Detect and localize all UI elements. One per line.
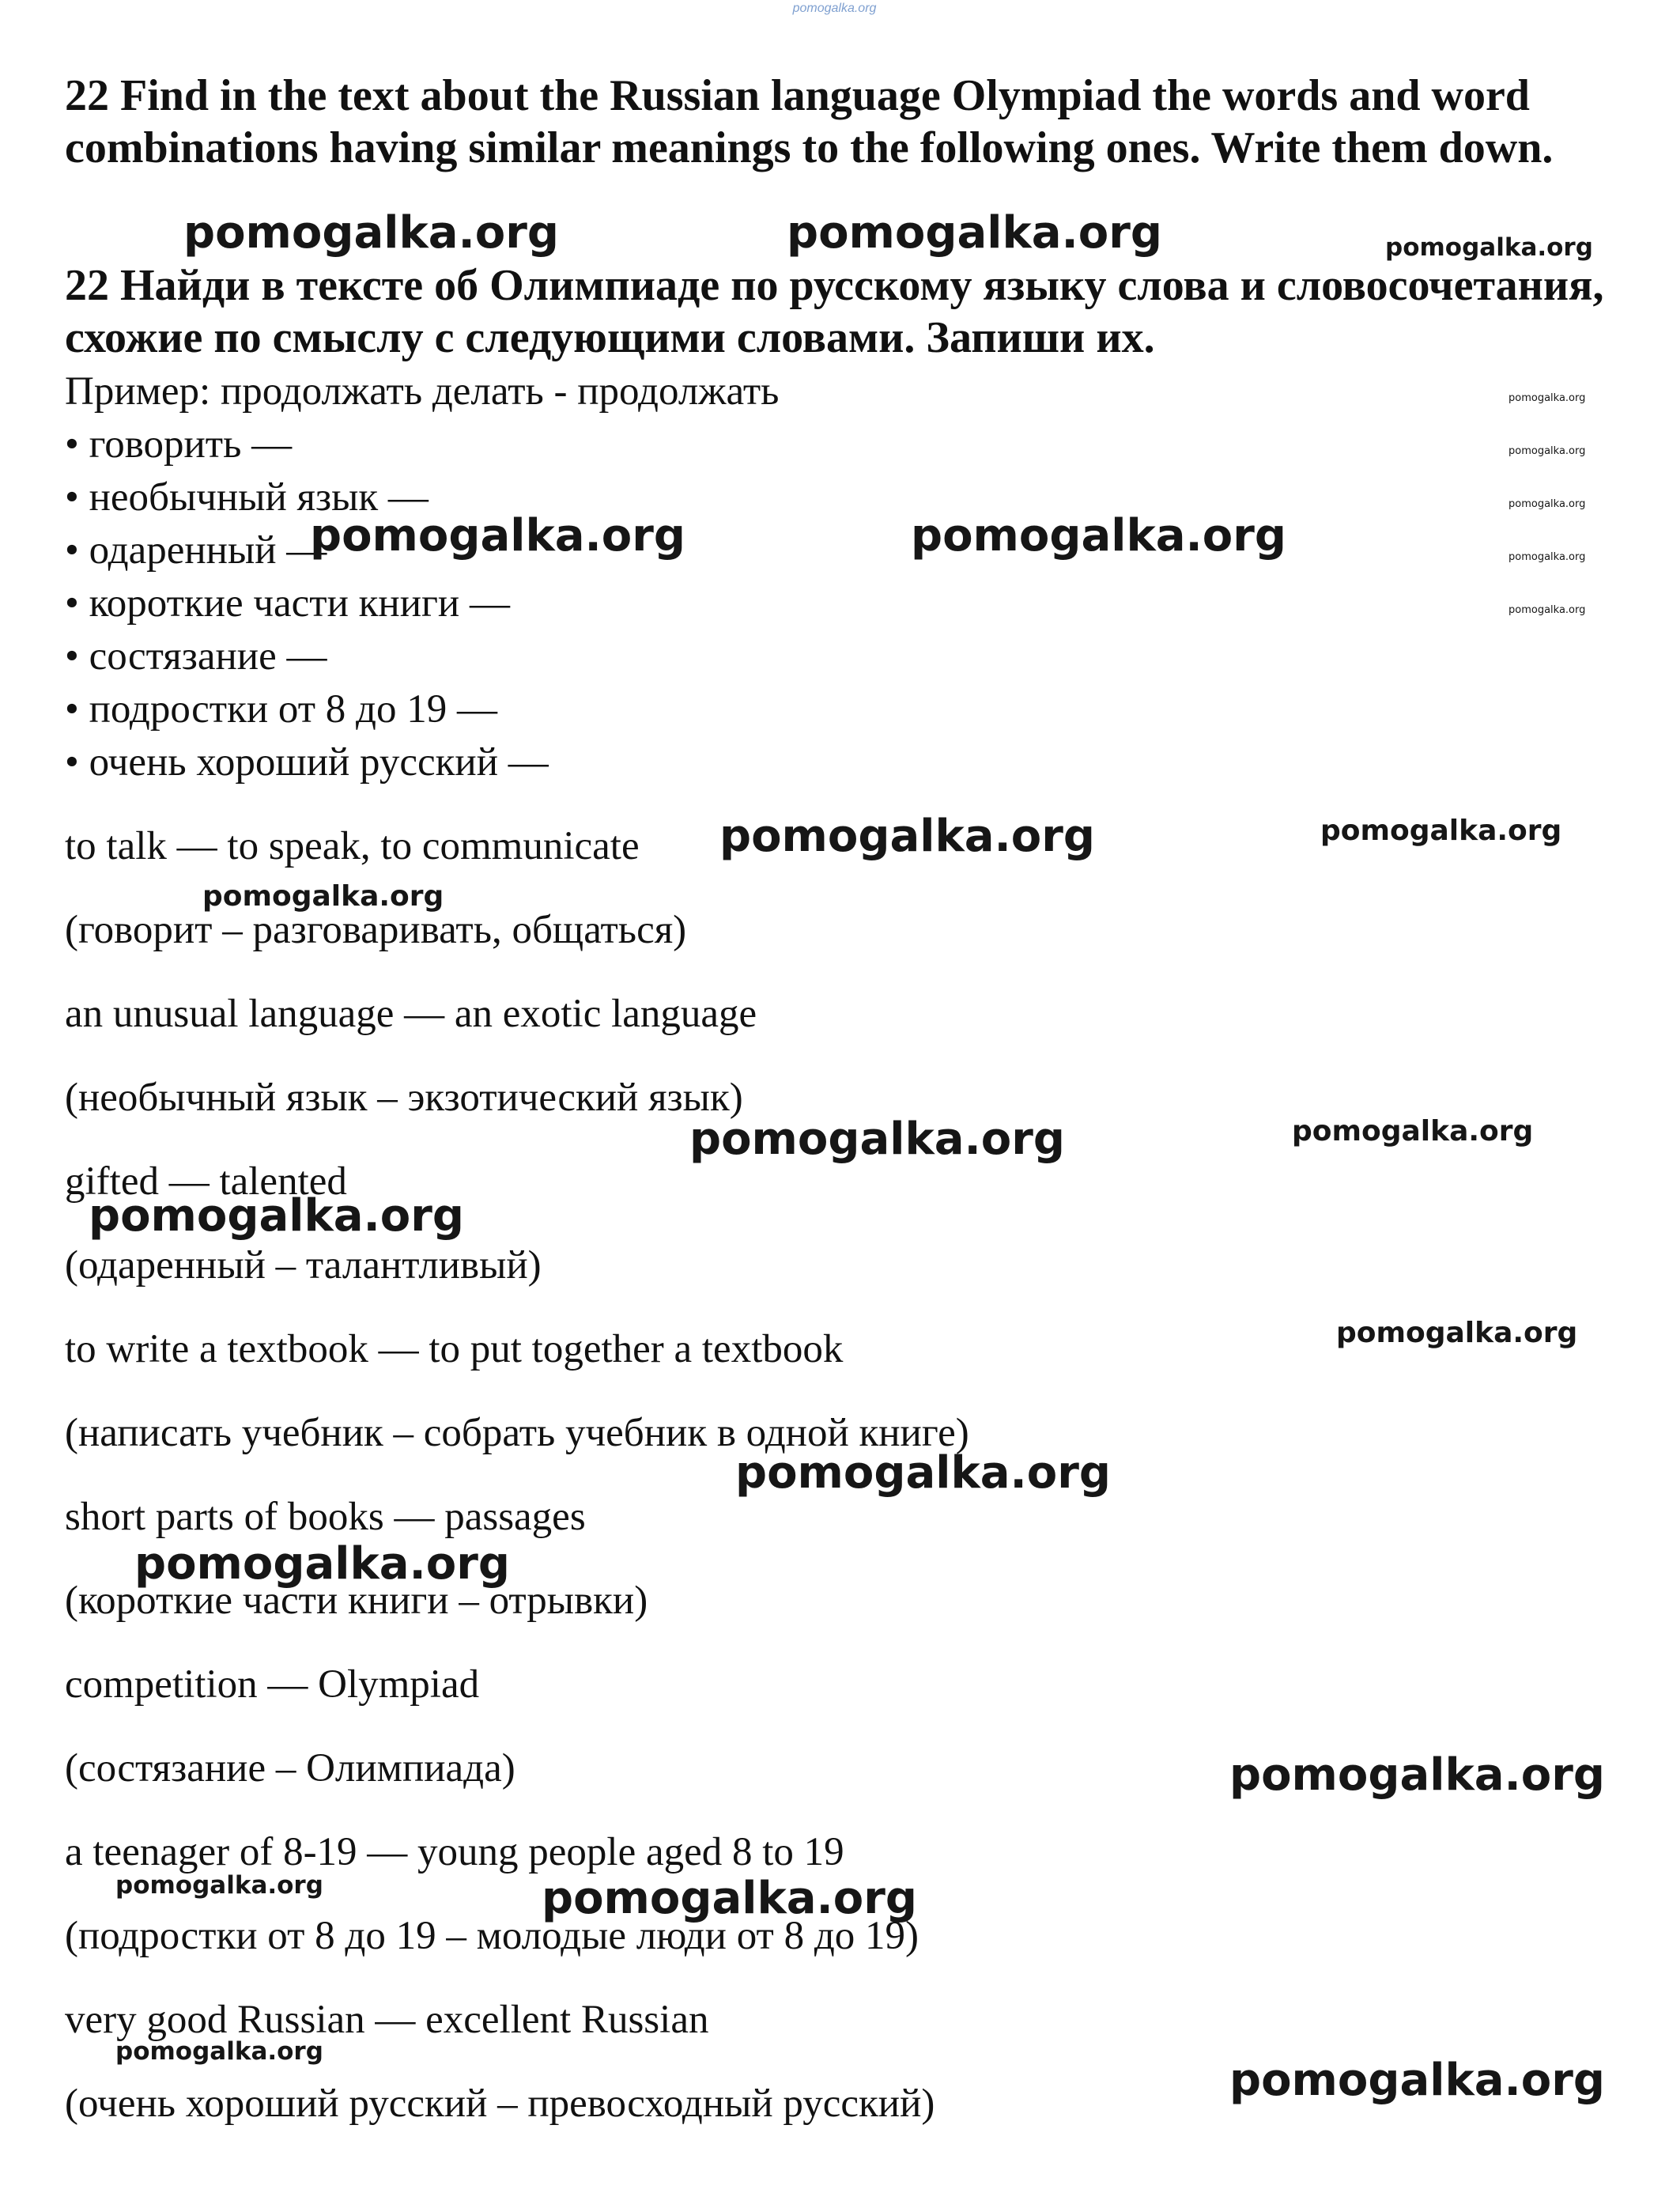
answer-ru: (говорит – разговаривать, общаться) [65, 908, 687, 952]
watermark: pomogalka.org [1229, 2055, 1605, 2106]
answer-en: very good Russian — excellent Russian [65, 1998, 709, 2042]
task-item: • говорить — [65, 422, 293, 467]
watermark: pomogalka.org [1509, 551, 1586, 563]
answer-ru: (очень хороший русский – превосходный русский) [65, 2082, 935, 2126]
answer-en: to talk — to speak, to communicate [65, 824, 640, 868]
watermark: pomogalka.org [202, 880, 444, 913]
watermark: pomogalka.org [115, 2037, 323, 2066]
answer-ru: (короткие части книги – отрывки) [65, 1579, 648, 1623]
watermark: pomogalka.org [1509, 392, 1586, 404]
answer-ru: (состязание – Олимпиада) [65, 1746, 515, 1790]
watermark: pomogalka.org [183, 207, 559, 259]
watermark: pomogalka.org [1385, 233, 1593, 262]
answer-en: a teenager of 8-19 — young people aged 8 to 19 [65, 1830, 844, 1874]
answer-en: competition — Olympiad [65, 1662, 480, 1707]
watermark: pomogalka.org [115, 1871, 323, 1900]
task-item: • одаренный — [65, 528, 327, 573]
answer-ru: (необычный язык – экзотический язык) [65, 1076, 743, 1120]
answer-en: an unusual language — an exotic language [65, 992, 757, 1036]
watermark: pomogalka.org [1229, 1749, 1605, 1801]
answer-ru: (написать учебник – собрать учебник в одной книге) [65, 1411, 969, 1455]
watermark: pomogalka.org [542, 1873, 917, 1924]
answer-ru: (подростки от 8 до 19 – молодые люди от 8 до 19) [65, 1914, 919, 1958]
watermark: pomogalka.org [1509, 498, 1586, 510]
task-item: • короткие части книги — [65, 581, 510, 626]
answer-en: to write a textbook — to put together a textbook [65, 1327, 844, 1371]
task-title-ru: 22 Найди в тексте об Олимпиаде по русскому языку слова и словосочетания, схожие по смыслу с следующими словами. Запиши их. [65, 261, 1604, 362]
task-item: • состязание — [65, 634, 327, 679]
task-item: • подростки от 8 до 19 — [65, 687, 497, 732]
watermark: pomogalka.org [310, 510, 685, 562]
watermark: pomogalka.org [689, 1114, 1065, 1165]
watermark: pomogalka.org [719, 811, 1095, 862]
answer-en: short parts of books — passages [65, 1495, 586, 1539]
watermark: pomogalka.org [1509, 445, 1586, 457]
task-title-en: 22 Find in the text about the Russian language Olympiad the words and word combinations having similar meanings to the following ones. Write them down. [65, 71, 1554, 172]
answer-en: gifted — talented [65, 1159, 347, 1204]
watermark: pomogalka.org [735, 1447, 1111, 1499]
watermark: pomogalka.org [134, 1538, 510, 1590]
task-item: • необычный язык — [65, 475, 429, 520]
watermark: pomogalka.org [911, 510, 1286, 562]
watermark: pomogalka.org [1336, 1317, 1578, 1349]
watermark: pomogalka.org [1292, 1115, 1534, 1148]
task-item: • очень хороший русский — [65, 740, 549, 785]
answer-ru: (одаренный – талантливый) [65, 1243, 542, 1287]
watermark: pomogalka.org [1320, 815, 1562, 847]
watermark: pomogalka.org [1509, 604, 1586, 616]
site-mark-top: pomogalka.org [792, 2, 877, 15]
watermark: pomogalka.org [787, 207, 1162, 259]
task-example: Пример: продолжать делать - продолжать [65, 369, 780, 414]
watermark: pomogalka.org [89, 1190, 464, 1242]
